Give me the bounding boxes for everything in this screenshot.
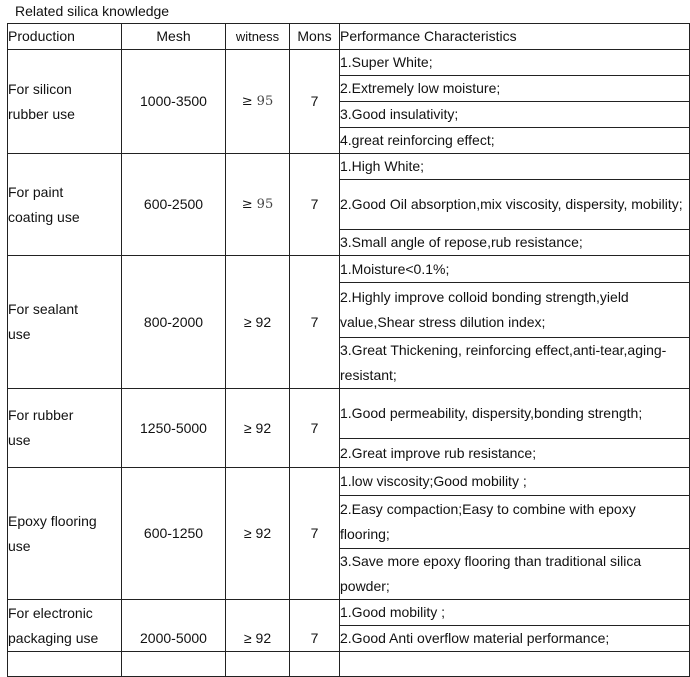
mesh-cell: 800-2000 bbox=[122, 256, 226, 389]
mons-cell bbox=[290, 652, 340, 677]
performance-cell: 2.Easy compaction;Easy to combine with epoxy flooring; bbox=[340, 496, 690, 549]
performance-cell: 3.Save more epoxy flooring than traditional silica powder; bbox=[340, 549, 690, 600]
table-row bbox=[8, 256, 690, 283]
production-line-2: coating use bbox=[8, 208, 80, 225]
page-caption: Related silica knowledge bbox=[15, 3, 170, 19]
production-line-2: packaging use bbox=[8, 629, 99, 646]
header-witness: witness bbox=[226, 24, 290, 50]
header-production: Production bbox=[8, 24, 122, 50]
ge-symbol: ≥ bbox=[241, 94, 253, 109]
production-line-1: For electronic bbox=[8, 604, 93, 621]
performance-cell: 2.Good Oil absorption,mix viscosity, dispersity, mobility; bbox=[340, 180, 690, 230]
production-line-1: Epoxy flooring bbox=[8, 512, 97, 529]
mons-cell: 7 bbox=[290, 256, 340, 389]
witness-value: 95 bbox=[256, 197, 274, 212]
performance-cell: 1.Super White; bbox=[340, 50, 690, 76]
mons-cell: 7 bbox=[290, 468, 340, 600]
table-header-row bbox=[8, 24, 690, 50]
performance-cell bbox=[340, 652, 690, 677]
production-line-1: For sealant bbox=[8, 301, 79, 317]
production-line-2: use bbox=[8, 537, 31, 554]
ge-symbol: ≥ bbox=[243, 419, 252, 436]
witness-value: 92 bbox=[255, 630, 272, 646]
witness-cell bbox=[226, 50, 290, 154]
witness-cell bbox=[226, 600, 290, 652]
production-line-2: rubber use bbox=[8, 105, 75, 122]
table-row bbox=[8, 600, 690, 626]
performance-cell: 3.Small angle of repose,rub resistance; bbox=[340, 230, 690, 256]
witness-cell bbox=[226, 154, 290, 256]
performance-cell: 1.Good mobility ; bbox=[340, 600, 690, 626]
witness-value: 92 bbox=[255, 419, 272, 436]
production-cell bbox=[8, 154, 122, 256]
production-cell bbox=[8, 652, 122, 677]
table-row bbox=[8, 468, 690, 496]
table-row bbox=[8, 652, 690, 677]
mesh-cell: 1000-3500 bbox=[122, 50, 226, 154]
witness-value: 92 bbox=[255, 313, 272, 330]
ge-symbol: ≥ bbox=[243, 313, 252, 330]
witness-cell bbox=[226, 652, 290, 677]
table-row bbox=[8, 50, 690, 76]
table-row bbox=[8, 154, 690, 180]
silica-spec-table bbox=[7, 23, 690, 677]
performance-cell: 2.Good Anti overflow material performance; bbox=[340, 626, 690, 652]
production-cell bbox=[8, 600, 122, 652]
mons-cell: 7 bbox=[290, 389, 340, 468]
performance-cell: 2.Extremely low moisture; bbox=[340, 76, 690, 102]
production-cell bbox=[8, 468, 122, 600]
ge-symbol: ≥ bbox=[243, 525, 252, 541]
performance-cell: 2.Highly improve colloid bonding strength,yield value,Shear stress dilution index; bbox=[340, 283, 690, 338]
production-cell bbox=[8, 256, 122, 389]
mesh-cell bbox=[122, 652, 226, 677]
performance-cell: 1.low viscosity;Good mobility ; bbox=[340, 468, 690, 496]
performance-cell: 3.Good insulativity; bbox=[340, 102, 690, 128]
witness-value: 92 bbox=[255, 525, 272, 541]
production-line-2: use bbox=[8, 432, 31, 448]
mesh-cell: 600-2500 bbox=[122, 154, 226, 256]
witness-cell bbox=[226, 468, 290, 600]
mons-cell: 7 bbox=[290, 50, 340, 154]
production-line-2: use bbox=[8, 326, 31, 342]
production-line-1: For rubber bbox=[8, 407, 74, 423]
header-performance: Performance Characteristics bbox=[340, 24, 690, 50]
mesh-cell: 1250-5000 bbox=[122, 389, 226, 468]
performance-cell: 1.High White; bbox=[340, 154, 690, 180]
header-mons: Mons bbox=[290, 24, 340, 50]
ge-symbol: ≥ bbox=[243, 630, 252, 646]
mons-cell: 7 bbox=[290, 154, 340, 256]
performance-cell: 2.Great improve rub resistance; bbox=[340, 439, 690, 468]
table-row bbox=[8, 389, 690, 439]
witness-value: 95 bbox=[256, 94, 274, 109]
ge-symbol: ≥ bbox=[241, 197, 253, 212]
mesh-cell: 600-1250 bbox=[122, 468, 226, 600]
witness-cell bbox=[226, 256, 290, 389]
mesh-cell: 2000-5000 bbox=[122, 600, 226, 652]
witness-cell bbox=[226, 389, 290, 468]
production-line-1: For silicon bbox=[8, 80, 72, 97]
performance-cell: 1.Good permeability, dispersity,bonding strength; bbox=[340, 389, 690, 439]
production-line-1: For paint bbox=[8, 183, 64, 200]
mons-cell: 7 bbox=[290, 600, 340, 652]
production-cell bbox=[8, 50, 122, 154]
performance-cell: 4.great reinforcing effect; bbox=[340, 128, 690, 154]
performance-cell: 1.Moisture<0.1%; bbox=[340, 256, 690, 283]
production-cell bbox=[8, 389, 122, 468]
header-mesh: Mesh bbox=[122, 24, 226, 50]
performance-cell: 3.Great Thickening, reinforcing effect,anti-tear,aging-resistant; bbox=[340, 338, 690, 389]
